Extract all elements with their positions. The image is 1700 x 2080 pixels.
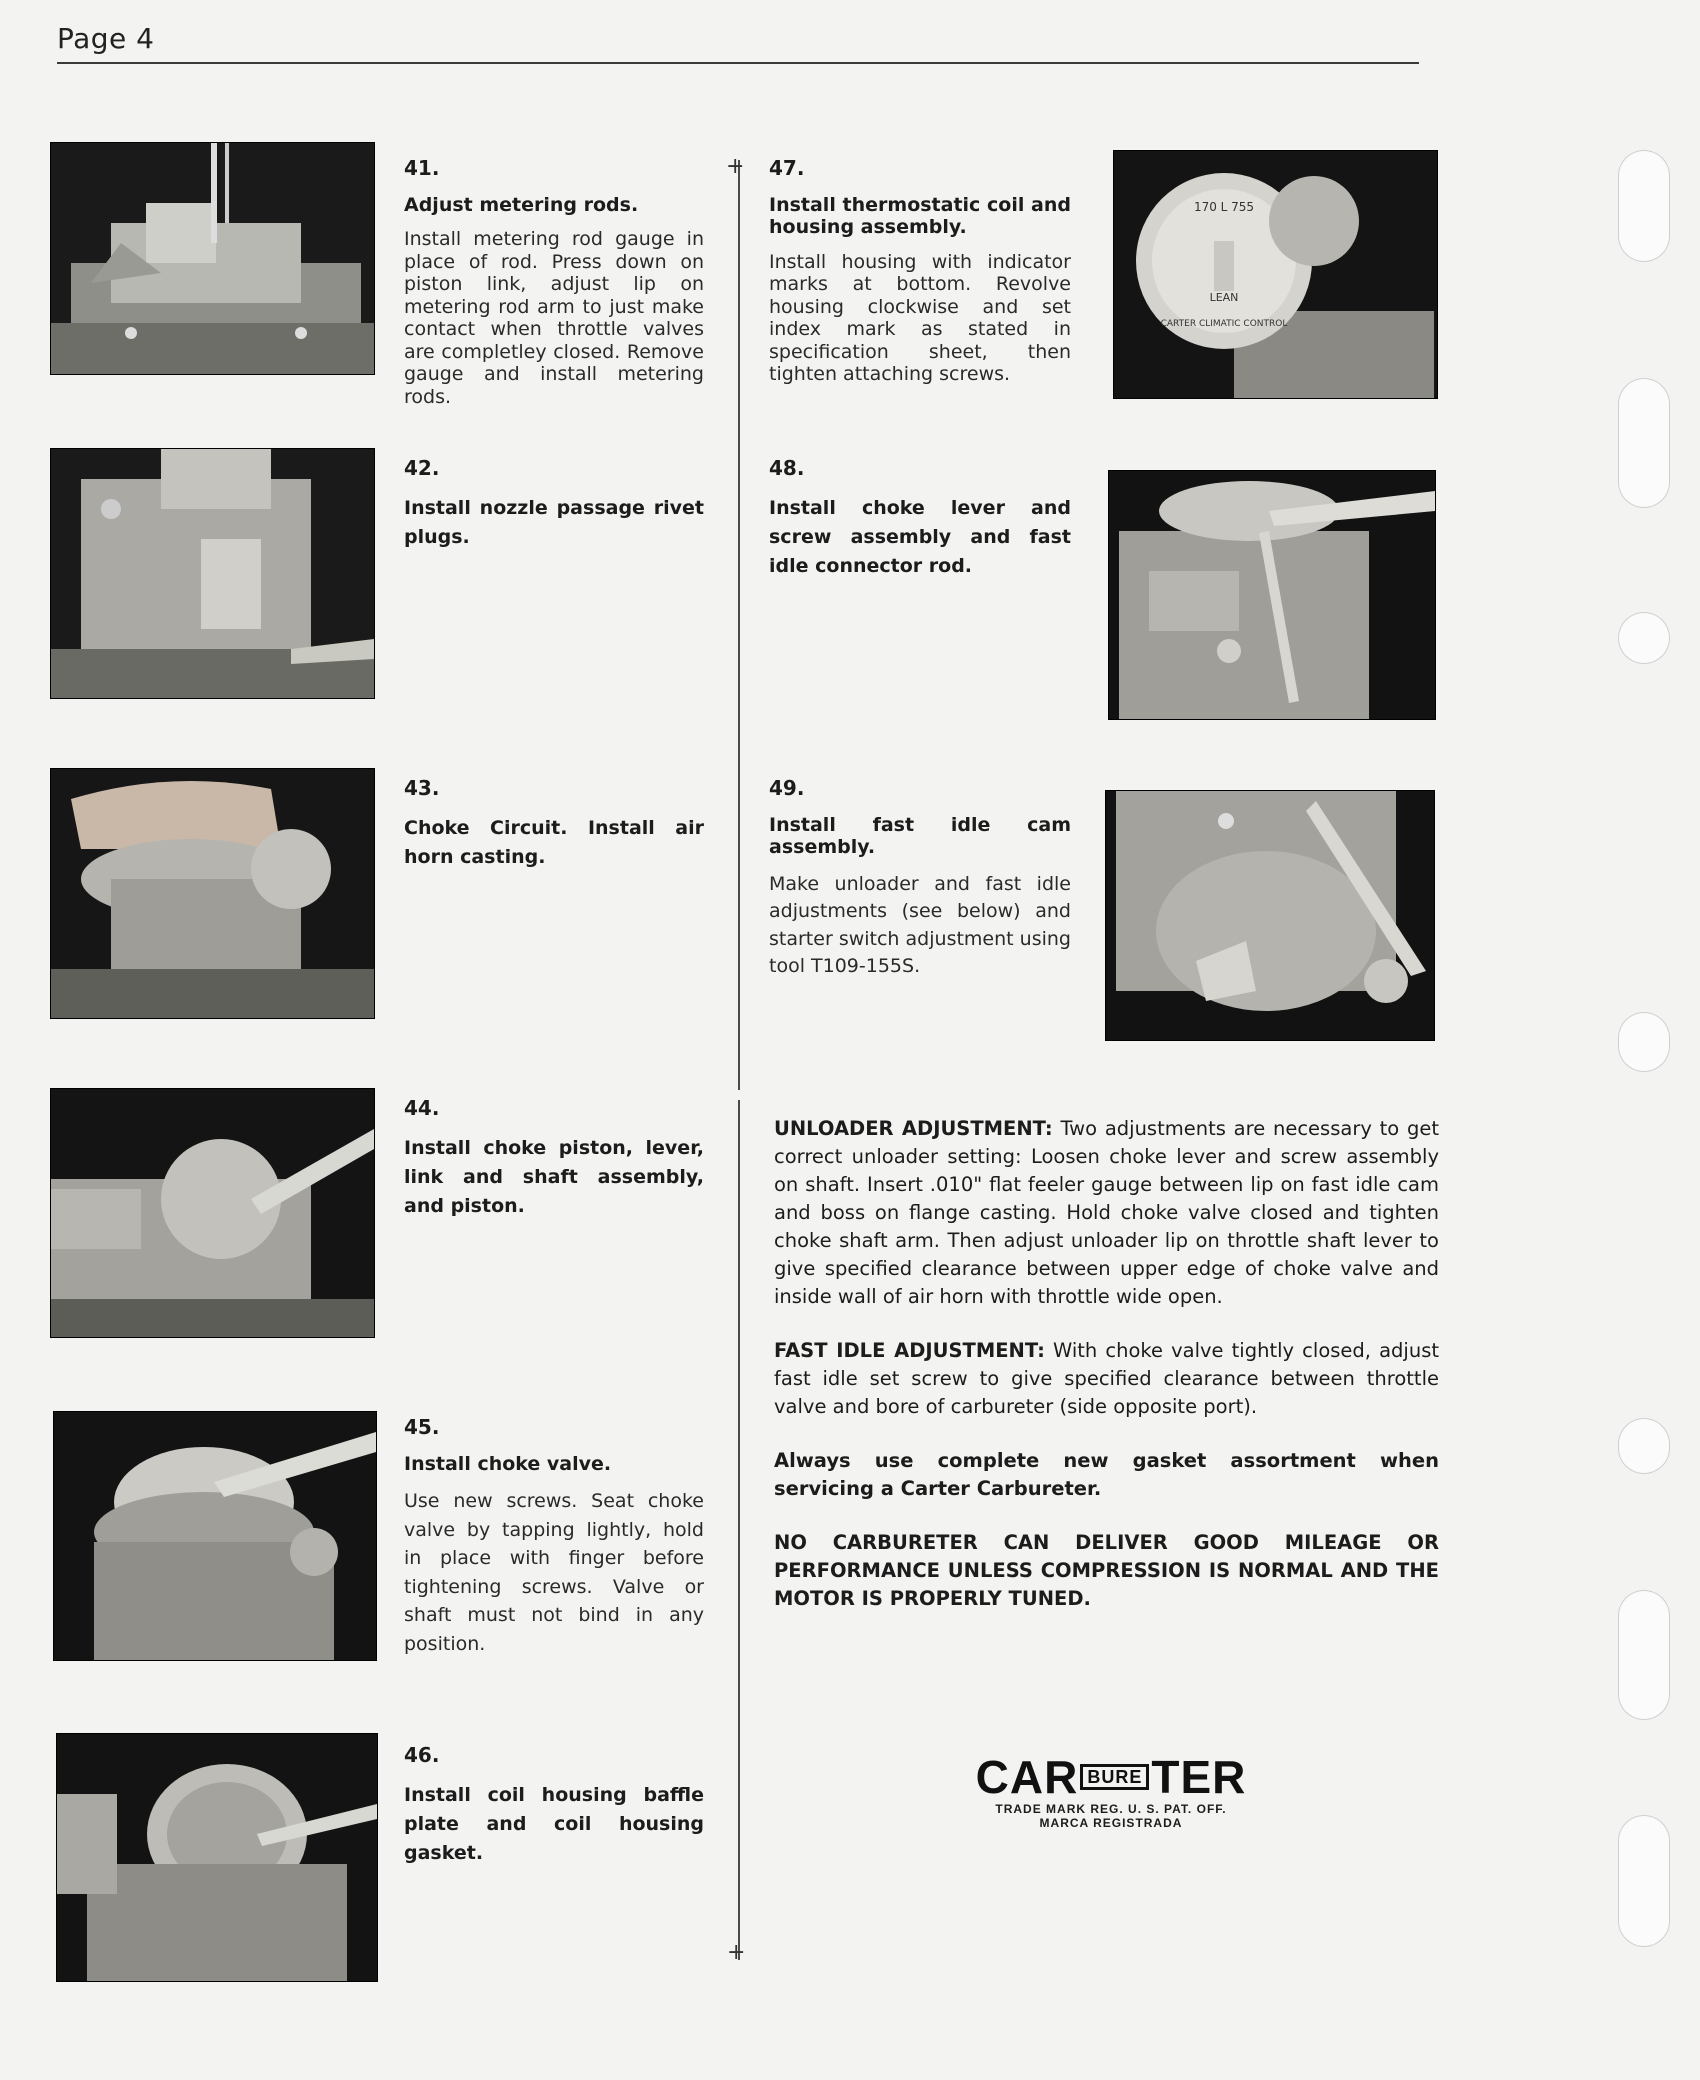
step-body: Use new screws. Seat choke valve by tapping lightly, hold in place with finger before tightening screws. Valve or shaft must not bind in any position.: [404, 1490, 704, 1655]
carbureter-logo: [968, 1752, 1254, 1830]
step-number: 42.: [404, 456, 440, 480]
photo-step-41: [50, 142, 375, 375]
performance-warning: [774, 1529, 1439, 1613]
step-body: Install metering rod gauge in place of rod. Press down on piston link, adjust lip on metering rod arm to just make contact when throttle valves are completley closed. Remove gauge and install metering rods.: [404, 228, 704, 408]
page-number: Page 4: [57, 22, 155, 55]
fast-idle-text: With choke valve tightly closed, adjust fast idle set screw to give specified clearance between throttle valve and bore of carbureter (side opposite port).: [774, 1339, 1439, 1418]
step-body: Install housing with indicator marks at bottom. Revolve housing clockwise and set index mark as stated in specification sheet, then tighten attaching screws.: [769, 250, 1071, 385]
unloader-adjustment: [774, 1115, 1439, 1311]
binder-hole: [1618, 150, 1670, 262]
divider-top-mark: +: [726, 154, 745, 179]
step-number: 46.: [404, 1743, 440, 1767]
photo-step-49: [1105, 790, 1435, 1041]
step-number: 49.: [769, 776, 805, 800]
step-48: [769, 457, 1071, 593]
logo-word-boxed: BURE: [1080, 1764, 1149, 1790]
step-44: [404, 1097, 704, 1233]
step-title: Install fast idle cam assembly.: [769, 813, 1071, 858]
step-title: Choke Circuit. Install air horn casting.: [404, 816, 704, 868]
gasket-note-text: Always use complete new gasket assortment when servicing a Carter Carbureter.: [774, 1449, 1439, 1500]
step-title: Install thermostatic coil and housing assembly.: [769, 193, 1071, 238]
adjustment-notes: [774, 1115, 1439, 1639]
step-42: [404, 457, 704, 564]
step-title: Adjust metering rods.: [404, 193, 639, 216]
step-46: [404, 1744, 704, 1880]
logo-word-left: CAR: [975, 1751, 1079, 1803]
photo-step-47: [1113, 150, 1438, 399]
step-title: Install coil housing baffle plate and coil housing gasket.: [404, 1783, 704, 1864]
step-49: [769, 777, 1071, 981]
gasket-note: [774, 1447, 1439, 1503]
coil-cover-text: CARTER CLIMATIC CONTROL: [1160, 319, 1288, 329]
unloader-label: UNLOADER ADJUSTMENT:: [774, 1117, 1053, 1140]
logo-word-right: TER: [1151, 1751, 1247, 1803]
step-41: [404, 157, 704, 408]
divider-bottom-mark: +: [727, 1940, 746, 1965]
step-title: Install choke lever and screw assembly and fast idle connector rod.: [769, 496, 1071, 577]
photo-step-44: [50, 1088, 375, 1338]
logo-trademark: TRADE MARK REG. U. S. PAT. OFF.: [995, 1802, 1227, 1816]
photo-step-45: [53, 1411, 377, 1661]
column-divider-lower: [738, 1100, 740, 1960]
column-divider-upper: [738, 160, 740, 1090]
logo-wordmark: [968, 1752, 1254, 1802]
step-title: Install choke piston, lever, link and shaft assembly, and piston.: [404, 1136, 704, 1217]
logo-marca: MARCA REGISTRADA: [1039, 1816, 1183, 1830]
step-number: 45.: [404, 1415, 440, 1439]
step-45: [404, 1416, 704, 1658]
binder-hole: [1618, 1012, 1670, 1072]
step-number: 48.: [769, 456, 805, 480]
binder-hole: [1618, 1815, 1670, 1947]
step-number: 41.: [404, 156, 440, 180]
photo-step-43: [50, 768, 375, 1019]
step-title: Install nozzle passage rivet plugs.: [404, 496, 704, 548]
step-number: 43.: [404, 776, 440, 800]
fast-idle-adjustment: [774, 1337, 1439, 1421]
step-43: [404, 777, 704, 884]
photo-step-42: [50, 448, 375, 699]
step-number: 47.: [769, 156, 805, 180]
unloader-text: Two adjustments are necessary to get correct unloader setting: Loosen choke lever and screw assembly on shaft. Insert .010" flat feeler gauge between lip on fast idle cam and boss on flange casting. Hold choke valve closed and tighten choke shaft arm. Then adjust unloader lip on throttle shaft lever to give specified clearance between upper edge of choke valve and inside wall of air horn with throttle wide open.: [774, 1117, 1440, 1308]
binder-hole: [1618, 1590, 1670, 1720]
performance-warning-text: NO CARBURETER CAN DELIVER GOOD MILEAGE OR PERFORMANCE UNLESS COMPRESSION IS NORMAL AND THE MOTOR IS PROPERLY TUNED.: [774, 1531, 1439, 1610]
binder-hole: [1618, 1418, 1670, 1474]
coil-part-number: 170 L 755: [1193, 200, 1255, 214]
fast-idle-label: FAST IDLE ADJUSTMENT:: [774, 1339, 1045, 1362]
step-body: Make unloader and fast idle adjustments (see below) and starter switch adjustment using tool T109-155S.: [769, 872, 1071, 977]
photo-step-48: [1108, 470, 1436, 720]
step-47: [769, 157, 1071, 386]
binder-hole: [1618, 612, 1670, 664]
step-title: Install choke valve.: [404, 1452, 612, 1475]
photo-step-46: [56, 1733, 378, 1982]
coil-lean-mark: LEAN: [1209, 291, 1239, 304]
binder-hole: [1618, 378, 1670, 508]
header-rule: [57, 62, 1419, 64]
step-number: 44.: [404, 1096, 440, 1120]
